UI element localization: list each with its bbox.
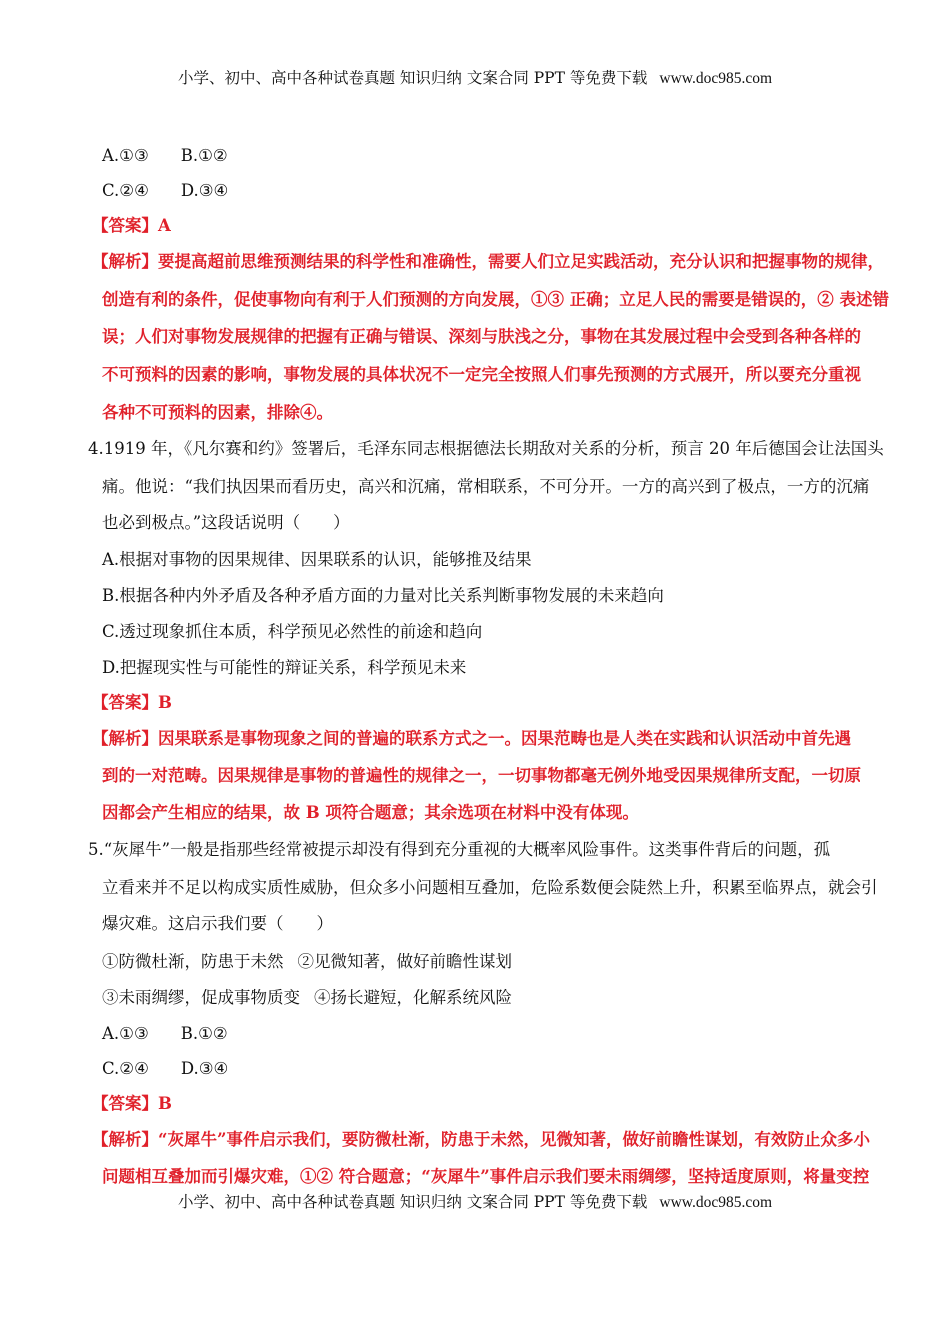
q4-answer: 【答案】B xyxy=(92,693,172,712)
footer-url[interactable]: www.doc985.com xyxy=(659,1194,773,1211)
q5-stem-line: 立看来并不足以构成实质性威胁，但众多小问题相互叠加，危险系数便会陡然上升，积累至临界点，就会引 xyxy=(102,878,878,897)
q3-analysis-line: 创造有利的条件，促使事物向有利于人们预测的方向发展，①③ 正确；立足人民的需要是错误的，② 表述错 xyxy=(102,290,889,309)
q3-options-row2 xyxy=(102,181,228,201)
q5-option-a: A.①③ xyxy=(102,1024,149,1043)
q5-answer: 【答案】B xyxy=(92,1094,172,1113)
q3-analysis-line: 各种不可预料的因素，排除④。 xyxy=(102,403,333,422)
q5-options-row2 xyxy=(102,1059,228,1079)
q3-answer: 【答案】A xyxy=(92,216,171,235)
q5-item-2: ②见微知著，做好前瞻性谋划 xyxy=(297,952,512,971)
q4-option-d: D.把握现实性与可能性的辩证关系，科学预见未来 xyxy=(102,658,467,677)
q3-option-d: D.③④ xyxy=(180,181,229,200)
q5-option-d: D.③④ xyxy=(180,1059,229,1078)
q5-item-4: ④扬长避短，化解系统风险 xyxy=(314,988,512,1007)
q3-analysis-line: 不可预料的因素的影响，事物发展的具体状况不一定完全按照人们事先预测的方式展开，所以要充分重视 xyxy=(102,365,861,384)
q5-item-3: ③未雨绸缪，促成事物质变 xyxy=(102,988,300,1007)
q5-options-row1 xyxy=(102,1024,228,1044)
header-url[interactable]: www.doc985.com xyxy=(659,70,773,87)
q5-item-1: ①防微杜渐，防患于未然 xyxy=(102,952,284,971)
q4-stem-line: 也必到极点。”这段话说明（ ） xyxy=(102,513,350,532)
q5-option-b: B.①② xyxy=(180,1024,228,1043)
q3-analysis-line: 【解析】要提高超前思维预测结果的科学性和准确性，需要人们立足实践活动，充分认识和把握事物的规律， xyxy=(92,252,884,271)
q4-option-b: B.根据各种内外矛盾及各种矛盾方面的力量对比关系判断事物发展的未来趋向 xyxy=(102,586,664,605)
q5-items-row1 xyxy=(102,952,512,972)
q3-option-b: B.①② xyxy=(180,146,228,165)
q5-option-c: C.②④ xyxy=(102,1059,149,1078)
header-text: 小学、初中、高中各种试卷真题 知识归纳 文案合同 PPT 等免费下载 xyxy=(177,69,648,87)
q3-option-a: A.①③ xyxy=(102,146,149,165)
q3-analysis-line: 误；人们对事物发展规律的把握有正确与错误、深刻与肤浅之分，事物在其发展过程中会受到各种各样的 xyxy=(102,327,861,346)
q5-analysis-line: 【解析】“灰犀牛”事件启示我们，要防微杜渐，防患于未然，见微知著，做好前瞻性谋划，有效防止众多小 xyxy=(92,1130,870,1149)
q4-option-c: C.透过现象抓住本质，科学预见必然性的前途和趋向 xyxy=(102,622,483,641)
q4-analysis-line: 到的一对范畴。因果规律是事物的普遍性的规律之一，一切事物都毫无例外地受因果规律所支配，一切原 xyxy=(102,766,861,785)
q4-stem-line: 痛。他说：“我们执因果而看历史，高兴和沉痛，常相联系，不可分开。一方的高兴到了极点，一方的沉痛 xyxy=(102,477,870,496)
q3-option-c: C.②④ xyxy=(102,181,149,200)
footer-text: 小学、初中、高中各种试卷真题 知识归纳 文案合同 PPT 等免费下载 xyxy=(177,1193,648,1211)
q5-stem-line: 5.“灰犀牛”一般是指那些经常被提示却没有得到充分重视的大概率风险事件。这类事件背后的问题，孤 xyxy=(88,840,831,859)
q5-items-row2 xyxy=(102,988,512,1008)
q4-analysis-line: 因都会产生相应的结果，故 B 项符合题意；其余选项在材料中没有体现。 xyxy=(102,803,639,822)
q4-analysis-line: 【解析】因果联系是事物现象之间的普遍的联系方式之一。因果范畴也是人类在实践和认识活动中首先遇 xyxy=(92,729,851,748)
page-header xyxy=(0,66,950,88)
q3-options-row1 xyxy=(102,146,228,166)
q4-stem-line: 4.1919 年，《凡尔赛和约》签署后，毛泽东同志根据德法长期敌对关系的分析，预言 20 年后德国会让法国头 xyxy=(88,439,884,458)
page-footer xyxy=(0,1190,950,1212)
q4-option-a: A.根据对事物的因果规律、因果联系的认识，能够推及结果 xyxy=(102,550,532,569)
q5-analysis-line: 问题相互叠加而引爆灾难，①② 符合题意；“灰犀牛”事件启示我们要未雨绸缪，坚持适度原则，将量变控 xyxy=(102,1167,870,1186)
q5-stem-line: 爆灾难。这启示我们要（ ） xyxy=(102,914,333,933)
